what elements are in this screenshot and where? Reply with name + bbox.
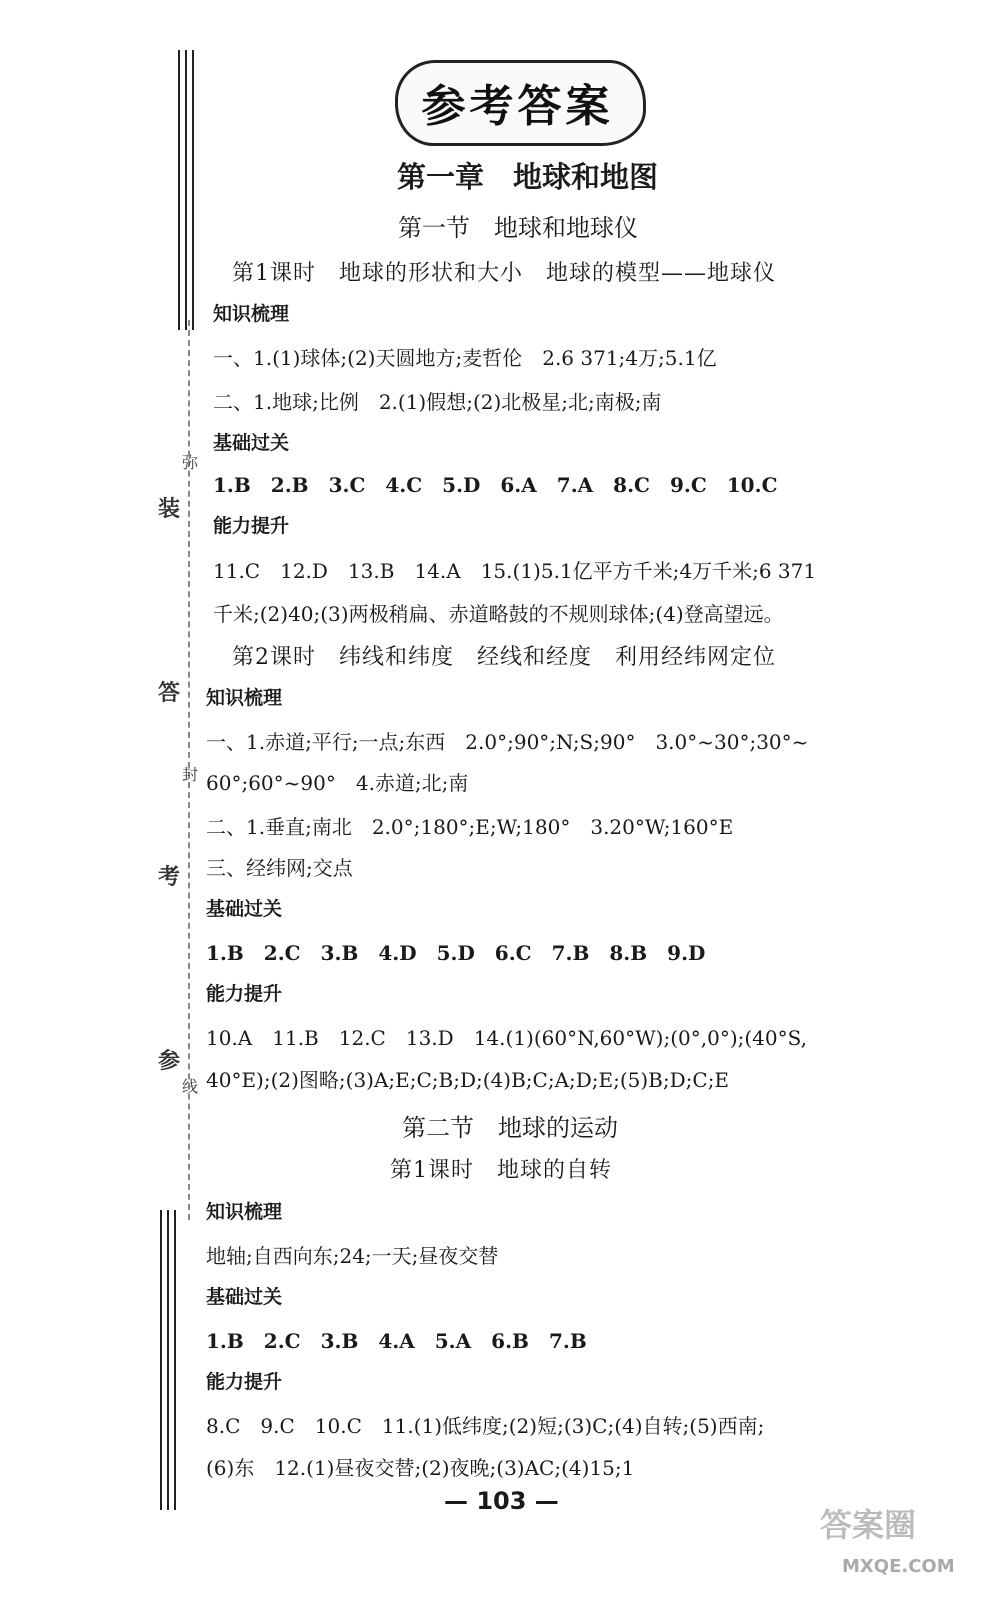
binding-lines-bottom [160,1210,184,1510]
binding-lines-top [178,50,202,330]
margin-char: 答 [158,680,181,706]
watermark-url: MXQE.COM [842,1556,955,1577]
lesson-title: 第1课时 地球的形状和大小 地球的模型——地球仪 [232,261,776,286]
margin-char: 参 [158,1048,181,1074]
margin-char: 线 [182,1077,199,1096]
ability-label: 能力提升 [206,983,283,1005]
answer-line: 二、1.地球;比例 2.(1)假想;(2)北极星;北;南极;南 [213,390,662,414]
knowledge-label: 知识梳理 [213,303,290,325]
answer-line: 8.C 9.C 10.C 11.(1)低纬度;(2)短;(3)C;(4)自转;(5)西南; [206,1414,765,1438]
answer-line: 10.A 11.B 12.C 13.D 14.(1)(60°N,60°W);(0°,0°);(40°S, [206,1026,807,1050]
knowledge-label: 知识梳理 [206,687,283,709]
margin-char: 考 [158,864,181,890]
basic-label: 基础过关 [206,1286,283,1308]
margin-char: 封 [182,765,199,784]
answer-line: 1.B 2.C 3.B 4.D 5.D 6.C 7.B 8.B 9.D [206,941,706,965]
knowledge-label: 知识梳理 [206,1201,283,1223]
answer-line: 一、1.赤道;平行;一点;东西 2.0°;90°;N;S;90° 3.0°~30°;30°~ [206,730,809,754]
answer-line: 二、1.垂直;南北 2.0°;180°;E;W;180° 3.20°W;160°E [206,815,734,839]
margin-char: 弥 [182,453,199,472]
answer-line: 11.C 12.D 13.B 14.A 15.(1)5.1亿平方千米;4万千米;6 371 [213,559,817,583]
ability-label: 能力提升 [206,1371,283,1393]
answer-line: 三、经纬网;交点 [206,856,353,880]
margin-char: 装 [158,496,181,522]
watermark-logo: 答案圈 [820,1506,917,1544]
answer-line: 60°;60°~90° 4.赤道;北;南 [206,771,469,795]
lesson-title: 第1课时 地球的自转 [390,1158,612,1183]
lesson-title: 第2课时 纬线和纬度 经线和经度 利用经纬网定位 [232,645,776,670]
ability-label: 能力提升 [213,515,290,537]
page-title [395,60,640,140]
answer-line: 1.B 2.B 3.C 4.C 5.D 6.A 7.A 8.C 9.C 10.C [213,473,778,497]
answer-line: 一、1.(1)球体;(2)天圆地方;麦哲伦 2.6 371;4万;5.1亿 [213,346,717,370]
page-number: — 103 — [444,1487,559,1515]
answer-line: (6)东 12.(1)昼夜交替;(2)夜晚;(3)AC;(4)15;1 [206,1456,635,1480]
section-title: 第二节 地球的运动 [402,1114,618,1142]
basic-label: 基础过关 [213,432,290,454]
answer-line: 千米;(2)40;(3)两极稍扁、赤道略鼓的不规则球体;(4)登高望远。 [213,602,784,626]
chapter-title: 第一章 地球和地图 [397,160,659,194]
answer-line: 40°E);(2)图略;(3)A;E;C;B;D;(4)B;C;A;D;E;(5)B;D;C;E [206,1068,730,1092]
page-title-text: 参考答案 [421,81,614,132]
answer-line: 1.B 2.C 3.B 4.A 5.A 6.B 7.B [206,1329,587,1353]
basic-label: 基础过关 [206,898,283,920]
section-title: 第一节 地球和地球仪 [398,214,638,242]
answer-line: 地轴;自西向东;24;一天;昼夜交替 [206,1244,499,1268]
